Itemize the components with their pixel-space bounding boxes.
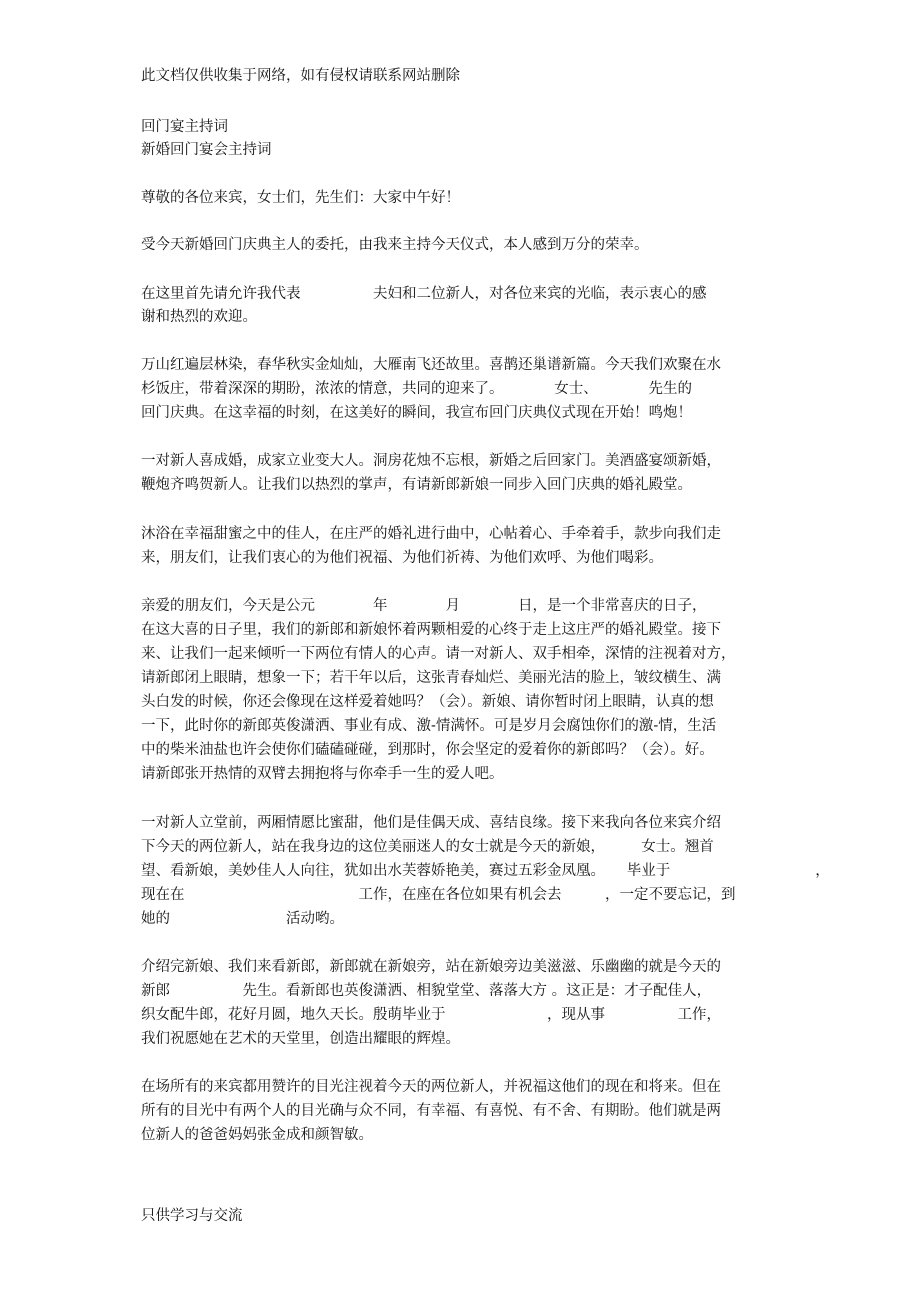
vow-line-3: 来、让我们一起来倾听一下两位有情人的心声。请一对新人、双手相牵，深情的注视着对方， [141,646,736,662]
parents-line-1: 在场所有的来宾都用赞许的目光注视着今天的两位新人，并祝福这他们的现在和将来。但在 [141,1079,721,1095]
welcome-line-1: 在这里首先请允许我代表 夫妇和二位新人，对各位来宾的光临，表示衷心的感 [141,286,707,302]
groom-line-1: 介绍完新娘、我们来看新郎，新郎就在新娘旁，站在新娘旁边美滋滋、乐幽幽的就是今天的 [141,959,721,975]
disclaimer-header: 此文档仅供收集于网络，如有侵权请联系网站删除 [141,68,460,84]
groom-line-2: 新郎 先生。看新郎也英俊潇洒、相貌堂堂、落落大方 。这正是：才子配佳人， [141,983,712,999]
bride-line-1: 一对新人立堂前，两厢情愿比蜜甜，他们是佳偶天成、喜结良缘。接下来我向各位来宾介绍 [141,815,721,831]
entrance-line-2: 来，朋友们，让我们衷心的为他们祝福、为他们祈祷、为他们欢呼、为他们喝彩。 [141,550,663,566]
bride-line-2: 下今天的两位新人，站在我身边的这位美丽迷人的女士就是今天的新娘， 女士。翘首 [141,839,714,855]
parents-line-2: 所有的目光中有两个人的目光确与众不同，有幸福、有喜悦、有不舍、有期盼。他们就是两 [141,1103,721,1119]
couple-line-2: 鞭炮齐鸣贺新人。让我们以热烈的掌声，有请新郎新娘一同步入回门庆典的婚礼殿堂。 [141,477,692,493]
ceremony-line-2: 杉饭庄，带着深深的期盼，浓浓的情意，共同的迎来了。 女士、 先生的 [141,381,692,397]
vow-line-5: 头白发的时候，你还会像现在这样爱着她吗？（会）。新娘、请你暂时闭上眼睛，认真的想 [141,694,714,710]
couple-line-1: 一对新人喜成婚，成家立业变大人。洞房花烛不忘根，新婚之后回家门。美酒盛宴颂新婚， [141,453,721,469]
vow-line-4: 请新郎闭上眼睛，想象一下；若干年以后，这张青春灿烂、美丽光洁的脸上，皱纹横生、满 [141,670,721,686]
vow-line-7: 中的柴米油盐也许会使你们磕磕碰碰，到那时，你会坚定的爱着你的新郎吗？（会）。好。 [141,742,714,758]
entrance-line-1: 沐浴在幸福甜蜜之中的佳人，在庄严的婚礼进行曲中，心帖着心、手牵着手，款步向我们走 [141,526,721,542]
vow-line-6: 一下，此时你的新郎英俊潇洒、事业有成、激-情满怀。可是岁月会腐蚀你们的激-情，生活 [141,718,717,734]
bride-line-5: 她的 活动哟。 [141,911,344,927]
parents-line-3: 位新人的爸爸妈妈张金成和颜智敏。 [141,1127,373,1143]
welcome-line-2: 谢和热烈的欢迎。 [141,309,257,325]
greeting-line: 尊敬的各位来宾，女士们，先生们：大家中午好！ [141,190,460,206]
doc-title: 回门宴主持词 [141,119,228,135]
bride-line-3: 望、看新娘，美妙佳人人向往，犹如出水芙蓉娇艳美，赛过五彩金凤凰。 毕业于 ， [141,863,830,879]
ceremony-line-3: 回门庆典。在这幸福的时刻，在这美好的瞬间，我宣布回门庆典仪式现在开始！鸣炮！ [141,405,692,421]
vow-line-8: 请新郎张开热情的双臂去拥抱将与你牵手一生的爱人吧。 [141,766,504,782]
intro-line: 受今天新婚回门庆典主人的委托，由我来主持今天仪式，本人感到万分的荣幸。 [141,237,649,253]
ceremony-line-1: 万山红遍层林染，春华秋实金灿灿，大雁南飞还故里。喜鹊还巢谱新篇。今天我们欢聚在水 [141,357,721,373]
vow-line-1: 亲爱的朋友们，今天是公元 年 月 日，是一个非常喜庆的日子， [141,598,707,614]
groom-line-3: 织女配牛郎，花好月圆，地久天长。殷萌毕业于 ，现从事 工作， [141,1007,721,1023]
groom-line-4: 我们祝愿她在艺术的天堂里，创造出耀眼的辉煌。 [141,1031,460,1047]
doc-subtitle: 新婚回门宴会主持词 [141,142,272,158]
vow-line-2: 在这大喜的日子里，我们的新郎和新娘怀着两颗相爱的心终于走上这庄严的婚礼殿堂。接下 [141,622,721,638]
footer-note: 只供学习与交流 [141,1208,243,1224]
bride-line-4: 现在在 工作，在座在各位如果有机会去 ，一定不要忘记，到 [141,887,736,903]
